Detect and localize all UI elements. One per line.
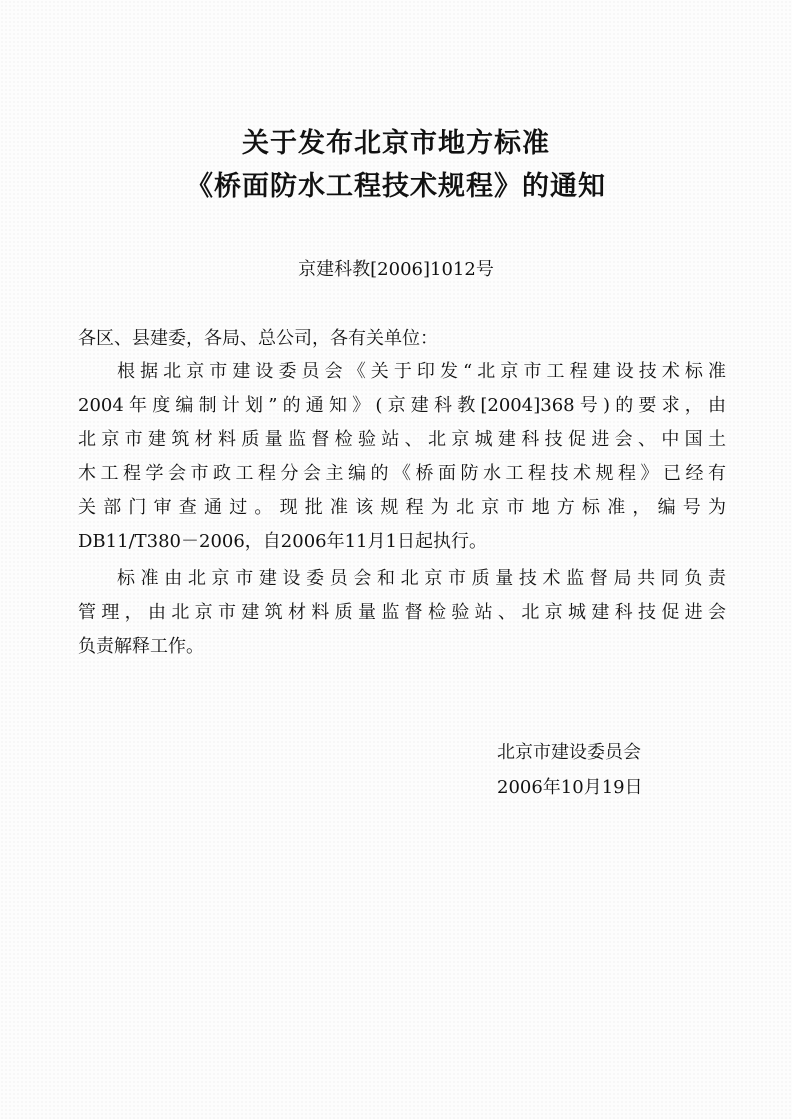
document-number: 京建科教[2006]1012号 (298, 259, 494, 280)
addressee: 各区、县建委，各局、总公司，各有关单位： (78, 328, 438, 349)
title-line-1: 关于发布北京市地方标准 (242, 128, 550, 159)
signature-organization: 北京市建设委员会 (497, 742, 641, 763)
paragraph1-line-2: 2004年度编制计划”的通知》(京建科教[2004]368号)的要求，由 (78, 395, 726, 416)
paragraph1-line-1: 根据北京市建设委员会《关于印发“北京市工程建设技术标准 (117, 361, 726, 382)
paragraph2-line-2: 管理，由北京市建筑材料质量监督检验站、北京城建科技促进会 (78, 602, 726, 623)
title-line-2: 《桥面防水工程技术规程》的通知 (186, 171, 606, 202)
paragraph1-line-3: 北京市建筑材料质量监督检验站、北京城建科技促进会、中国土 (78, 429, 726, 450)
signature-date: 2006年10月19日 (497, 777, 643, 798)
paragraph1-line-5: 关部门审查通过。现批准该规程为北京市地方标准，编号为 (78, 497, 726, 518)
paragraph2-line-1: 标准由北京市建设委员会和北京市质量技术监督局共同负责 (117, 568, 726, 589)
paragraph1-line-6: DB11/T380－2006，自2006年11月1日起执行。 (78, 531, 487, 552)
paragraph2-line-3: 负责解释工作。 (78, 636, 204, 657)
paragraph1-line-4: 木工程学会市政工程分会主编的《桥面防水工程技术规程》已经有 (78, 463, 726, 484)
